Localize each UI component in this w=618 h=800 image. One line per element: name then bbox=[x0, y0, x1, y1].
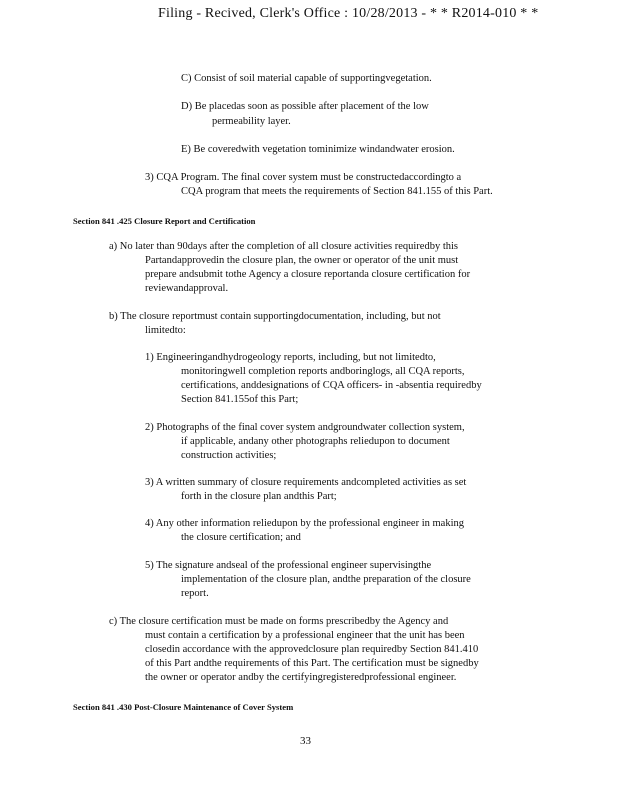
para-c-line5: the owner or operator andby the certifyingregisteredprofessional engineer. bbox=[145, 672, 457, 683]
item-b3-line1: 3) A written summary of closure requirements andcompleted activities as set bbox=[145, 477, 467, 488]
item-c-soil-material: C) Consist of soil material capable of supportingvegetation. bbox=[181, 73, 432, 84]
item-d-placement-line1: D) Be placedas soon as possible after placement of the low bbox=[181, 101, 429, 112]
item-b2-line1: 2) Photographs of the final cover system andgroundwater collection system, bbox=[145, 422, 465, 433]
item-b5-line3: report. bbox=[181, 588, 209, 599]
section-430-heading: Section 841 .430 Post-Closure Maintenance of Cover System bbox=[73, 702, 294, 712]
item-b5-line2: implementation of the closure plan, andthe preparation of the closure bbox=[181, 574, 471, 585]
item-b1-line4: Section 841.155of this Part; bbox=[181, 394, 299, 405]
para-a-line3: prepare andsubmit tothe Agency a closure reportanda closure certification for bbox=[145, 269, 471, 280]
item-e-vegetation: E) Be coveredwith vegetation tominimize windandwater erosion. bbox=[181, 144, 455, 155]
item-d-placement-line2: permeability layer. bbox=[212, 116, 291, 127]
page-number: 33 bbox=[300, 735, 311, 747]
item-b1-line2: monitoringwell completion reports andboringlogs, all CQA reports, bbox=[181, 366, 465, 377]
para-a-line1: a) No later than 90days after the completion of all closure activities requiredby this bbox=[109, 241, 459, 252]
item-b3-line2: forth in the closure plan andthis Part; bbox=[181, 491, 337, 502]
item-b2-line3: construction activities; bbox=[181, 450, 277, 461]
item-b4-line1: 4) Any other information reliedupon by the professional engineer in making bbox=[145, 518, 465, 529]
cqa-program-line1: 3) CQA Program. The final cover system must be constructedaccordingto a bbox=[145, 172, 462, 183]
filing-header: Filing - Recived, Clerk's Office : 10/28/2013 - * * R2014-010 * * bbox=[158, 6, 539, 21]
section-425-heading: Section 841 .425 Closure Report and Certification bbox=[73, 216, 256, 226]
para-c-line1: c) The closure certification must be made on forms prescribedby the Agency and bbox=[109, 616, 449, 627]
para-c-line3: closedin accordance with the approvedclosure plan requiredby Section 841.410 bbox=[145, 644, 479, 655]
item-b2-line2: if applicable, andany other photographs reliedupon to document bbox=[181, 436, 450, 447]
para-a-line2: Partandapprovedin the closure plan, the owner or operator of the unit must bbox=[145, 255, 459, 266]
para-c-line2: must contain a certification by a professional engineer that the unit has been bbox=[145, 630, 465, 641]
para-b-line1: b) The closure reportmust contain supportingdocumentation, including, but not bbox=[109, 311, 441, 322]
cqa-program-line2: CQA program that meets the requirements of Section 841.155 of this Part. bbox=[181, 186, 493, 197]
para-b-line2: limitedto: bbox=[145, 325, 186, 336]
para-c-line4: of this Part andthe requirements of this Part. The certification must be signedby bbox=[145, 658, 479, 669]
item-b1-line1: 1) Engineeringandhydrogeology reports, including, but not limitedto, bbox=[145, 352, 436, 363]
para-a-line4: reviewandapproval. bbox=[145, 283, 229, 294]
item-b1-line3: certifications, anddesignations of CQA officers- in -absentia requiredby bbox=[181, 380, 482, 391]
item-b5-line1: 5) The signature andseal of the professional engineer supervisingthe bbox=[145, 560, 432, 571]
item-b4-line2: the closure certification; and bbox=[181, 532, 301, 543]
